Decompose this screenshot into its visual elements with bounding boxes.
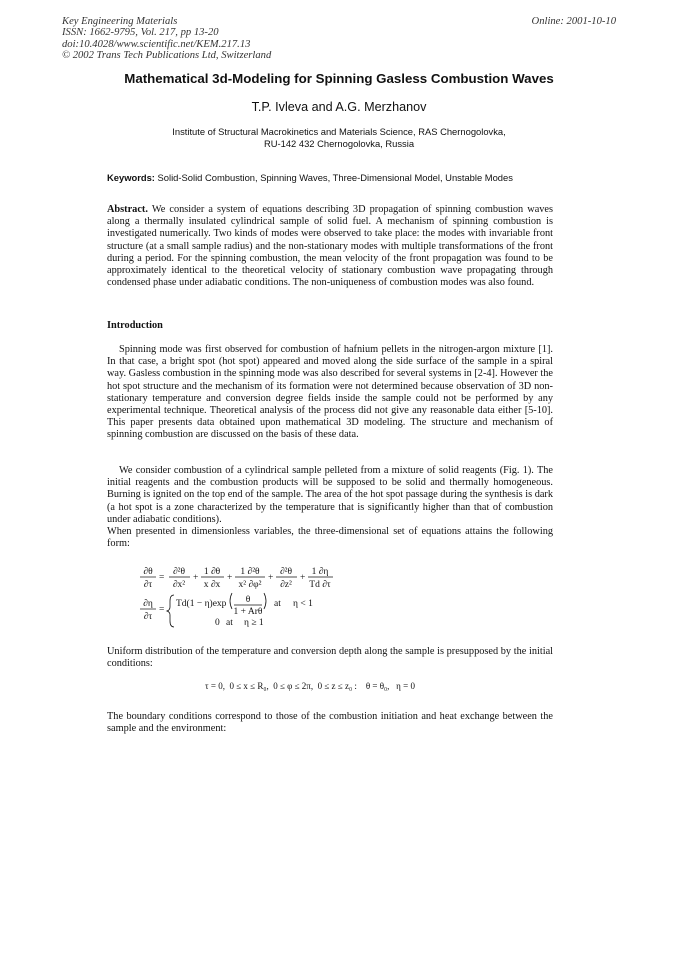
eq-d2z-num: ∂²θ: [279, 567, 293, 577]
svg-text:+: +: [268, 573, 274, 583]
eq-frac-den: ∂τ: [143, 580, 153, 590]
eq-c2-num: 1 ∂²θ: [240, 567, 260, 577]
copyright-line: © 2002 Trans Tech Publications Ltd, Switzerland: [62, 50, 272, 62]
doi-line: doi:10.4028/www.scientific.net/KEM.217.13: [62, 38, 251, 50]
svg-text:+: +: [193, 573, 199, 583]
eq-exp-num: θ: [245, 595, 251, 605]
eq-c1-den: x ∂x: [203, 580, 221, 590]
affiliation-line-2: RU-142 432 Chernogolovka, Russia: [263, 138, 415, 150]
eq-dz2-den: ∂z²: [280, 580, 292, 590]
svg-text:+: +: [227, 573, 233, 583]
paper-title: Mathematical 3d-Modeling for Spinning Gasless Combustion Waves: [124, 71, 554, 86]
paper-authors: T.P. Ivleva and A.G. Merzhanov: [251, 100, 427, 114]
eq-exp-den: 1 + Arθ: [233, 607, 263, 617]
eq-frac-num: ∂θ: [143, 567, 153, 577]
keywords: [107, 172, 587, 183]
section-heading-introduction: Introduction: [107, 320, 163, 331]
journal-header: [62, 16, 271, 62]
eq-d2-num: ∂²θ: [172, 567, 186, 577]
keywords-label: Keywords:: [107, 172, 155, 183]
keywords-text: Solid-Solid Combustion, Spinning Waves, Three-Dimensional Model, Unstable Modes: [157, 172, 513, 183]
eq-rate-term: Td(1 − η)exp: [176, 599, 227, 609]
issn-volume: ISSN: 1662-9795, Vol. 217, pp 13-20: [62, 27, 219, 39]
eq-eta-num: ∂η: [143, 599, 153, 609]
eq-c2-den: x² ∂φ²: [238, 580, 262, 590]
affiliation: [0, 126, 678, 151]
initial-conditions-text: τ = 0, 0 ≤ x ≤ R₀, 0 ≤ φ ≤ 2π, 0 ≤ z ≤ z₀ : θ = θ₀, η = 0: [205, 681, 415, 691]
online-date: Online: 2001-10-10: [531, 16, 616, 27]
abstract: [107, 204, 553, 289]
svg-text:+: +: [300, 573, 306, 583]
eq-eta-den: ∂τ: [143, 612, 153, 622]
energy-equation: [140, 567, 333, 590]
intro-paragraph-2: We consider combustion of a cylindrical sample pelleted from a mixture of solid reagents (Fig. 1). The initial reagents and the combustion products will be supposed to be solid and thermally homogeneous. Burning is ignited on the top end of the sample. The area of the hot spot passage during the synthesis is dark (a hot spot is a zone characterized by the temperature that is significantly higher than that of combustion under adiabatic conditions).: [107, 465, 553, 525]
intro-paragraph-5: The boundary conditions correspond to those of the combustion initiation and heat exchange between the sample and the environment:: [107, 711, 553, 735]
eq-dx2-den: ∂x²: [172, 580, 186, 590]
eq-c3-den: Td ∂τ: [309, 580, 331, 590]
intro-paragraph-3: When presented in dimensionless variables, the three-dimensional set of equations attains the following form:: [107, 526, 553, 550]
governing-equations: [140, 562, 440, 632]
initial-conditions: [205, 678, 505, 694]
eq-c1-num: 1 ∂θ: [203, 567, 221, 577]
eq-zero-case: 0: [215, 618, 220, 628]
eq-c3-num: 1 ∂η: [311, 567, 329, 577]
svg-text:=: =: [159, 605, 165, 615]
journal-name: Key Engineering Materials: [62, 16, 178, 27]
svg-text:=: =: [159, 573, 165, 583]
affiliation-line-1: Institute of Structural Macrokinetics and Materials Science, RAS Chernogolovka,: [172, 126, 506, 137]
kinetic-equation: [140, 593, 313, 628]
abstract-label: Abstract.: [107, 204, 148, 215]
abstract-text: We consider a system of equations describing 3D propagation of spinning combustion waves along a thermally insulated cylindrical sample of solid fuel. A mechanism of spinning combustion is investigated numerically. Two kinds of modes were observed to take place: the modes with invariable front structure (at a small sample radius) and the non-stationary modes with multiple transformations of the front during a period. For the spinning combustion, the mean velocity of the front propagation was found to be approximately identical to the theoretical velocity of stationary combustion wave propagating through condensed phase under adiabatic conditions. The non-uniqueness of combustion modes was also found.: [107, 204, 553, 289]
eq-cond-at-2: at: [226, 618, 233, 628]
eq-cond-1: η < 1: [293, 599, 313, 609]
intro-paragraph-4: Uniform distribution of the temperature and conversion depth along the sample is presupposed by the initial conditions:: [107, 646, 553, 670]
eq-cond-2: η ≥ 1: [244, 618, 264, 628]
intro-paragraph-1: Spinning mode was first observed for combustion of hafnium pellets in the nitrogen-argon mixture [1]. In that case, a bright spot (hot spot) appeared and moved along the side surface of the sample in a spiral way. Gasless combustion in the spinning mode was also described for several systems in [2-4]. However the hot spot structure and the mechanism of its formation were not determined because observation of 3D non-stationary temperature and conversion degree fields inside the sample could not be performed by any experimental technique. Theoretical analysis of the process did not give any reasonable data either [5-10]. This paper presents data obtained upon mathematical 3D modeling. The structure and mechanism of spinning combustion are discussed on the basis of these data.: [107, 344, 554, 441]
eq-cond-at-1: at: [274, 599, 281, 609]
